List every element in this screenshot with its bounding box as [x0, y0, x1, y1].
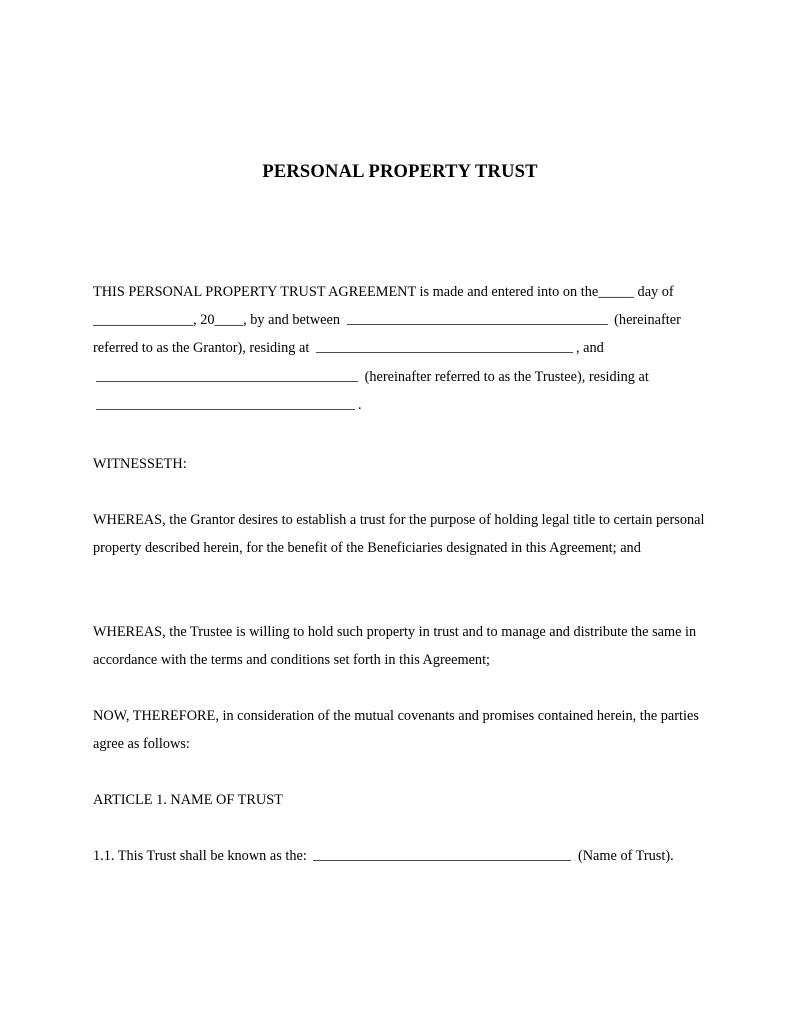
date-blank-field[interactable]: ______________: [93, 312, 194, 329]
witnesseth-heading: WITNESSETH:: [93, 456, 187, 472]
clause-paragraph: [93, 842, 711, 870]
day-of-label: day of: [637, 284, 674, 300]
page-title: PERSONAL PROPERTY TRUST: [262, 162, 538, 182]
grantor-address-rule[interactable]: [316, 352, 573, 353]
day-blank-field[interactable]: _____: [598, 284, 634, 300]
year-prefix-label: , 20: [193, 312, 215, 329]
operative-clause-paragraph: NOW, THEREFORE, in consideration of the mutual covenants and promises contained herein, the parties agree as follows:: [93, 708, 699, 753]
grantor-descriptor-label: (hereinafter referred to as the Grantor), residing at: [93, 312, 681, 357]
year-blank-field[interactable]: ____: [214, 312, 244, 329]
witnesseth-heading-block: [93, 450, 711, 478]
preamble-text: [93, 278, 711, 419]
preamble-lead-text: THIS PERSONAL PROPERTY TRUST AGREEMENT is made and entered into on the: [93, 284, 599, 300]
clause-number-and-text: 1.1. This Trust shall be known as the:: [93, 848, 307, 864]
and-label: and: [583, 340, 604, 357]
grantor-address-comma: ,: [575, 340, 580, 357]
grantor-name-rule[interactable]: [347, 324, 608, 325]
trustee-descriptor-label: (hereinafter referred to as the Trustee), residing: [364, 368, 635, 385]
recital-paragraph: WHEREAS, the Trustee is willing to hold such property in trust and to manage and distribute the same in accordance with the terms and conditions set forth in this Agreement;: [93, 624, 697, 669]
trustee-address-rule[interactable]: [96, 409, 355, 410]
recital-paragraph: WHEREAS, the Grantor desires to establish a trust for the purpose of holding legal title to certain personal property described herein, for the benefit of the Beneficiaries designated in this Agreement; and: [93, 512, 705, 557]
by-and-between-label: , by and between: [243, 312, 340, 329]
article-heading: ARTICLE 1. NAME OF TRUST: [93, 792, 283, 808]
trustee-address-period: .: [358, 396, 362, 413]
operative-clause-block: [93, 702, 711, 758]
preamble-paragraph: [93, 278, 711, 419]
clause-trailing-text: (Name of Trust).: [577, 848, 674, 864]
recital-block-1: [93, 506, 711, 562]
clause-1-1-block: [93, 842, 711, 870]
article-1-heading-block: [93, 786, 711, 814]
trustee-name-rule[interactable]: [96, 381, 358, 382]
trust-name-rule[interactable]: [313, 860, 571, 861]
recital-block-2: [93, 618, 715, 674]
at-label: at: [638, 368, 649, 385]
